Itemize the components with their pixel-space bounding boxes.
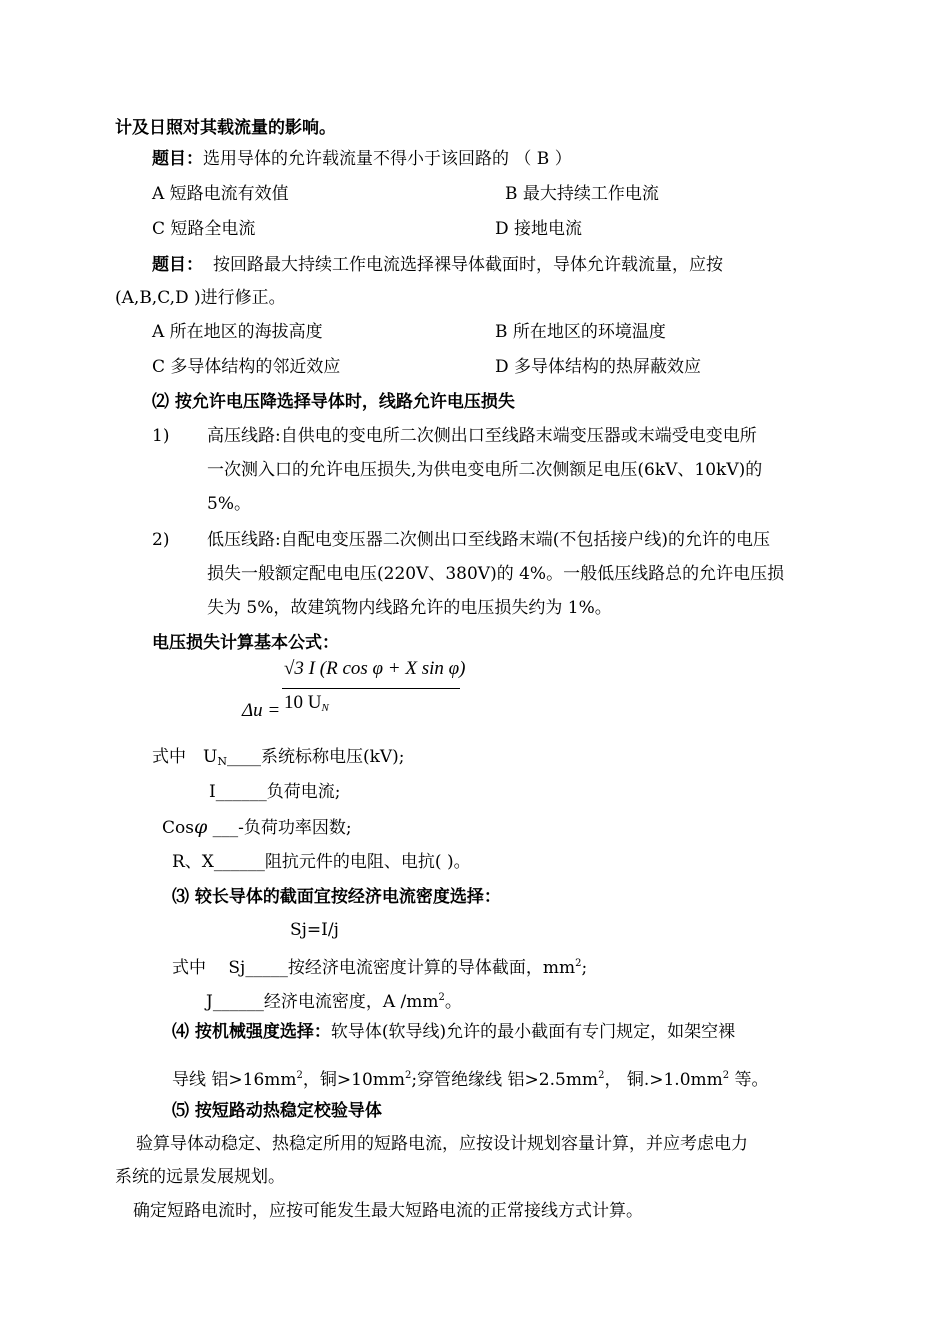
section-heading: ⑵ 按允许电压降选择导体时，线路允许电压损失	[152, 392, 515, 412]
question-1	[152, 148, 572, 170]
section-heading: ⑸ 按短路动热稳定校验导体	[172, 1101, 382, 1121]
mechanical-strength-values: 导线 铝$>16mm^2$，铜$>10mm^2$;穿管绝缘线 铝$>2.5mm^2$， 铜$.>1.0mm^2$ 等。	[172, 1070, 769, 1090]
where-j: J______经济电流密度，A $/mm^2$。	[206, 992, 462, 1012]
option-c: C 短路全电流	[152, 219, 256, 239]
where-rx: R、X______阻抗元件的电阻、电抗( )。	[172, 852, 471, 872]
where-un: 式中 $U_N\_\_\_\_$系统标称电压(kV);	[152, 747, 405, 768]
list-item-text: 低压线路:自配电变压器二次侧出口至线路末端(不包括接户线)的允许的电压	[207, 530, 770, 550]
question-2	[152, 254, 723, 276]
option-c: C 多导体结构的邻近效应	[152, 357, 341, 377]
intro-line: 计及日照对其载流量的影响。	[115, 118, 336, 138]
question-text: 选用导体的允许载流量不得小于该回路的 （ B ）	[203, 149, 572, 169]
question-label: 题目：	[152, 149, 203, 169]
question-label: 题目：	[152, 255, 203, 275]
where-i: I______负荷电流;	[209, 782, 341, 802]
option-a: A 所在地区的海拔高度	[152, 322, 323, 342]
paragraph-line: 系统的远景发展规划。	[115, 1167, 285, 1187]
list-item-text: 一次测入口的允许电压损失,为供电变电所二次侧额足电压(6kV、10kV)的	[207, 460, 763, 480]
section-heading: ⑶ 较长导体的截面宜按经济电流密度选择：	[172, 887, 501, 907]
paragraph-line: 验算导体动稳定、热稳定所用的短路电流，应按设计规划容量计算，并应考虑电力	[136, 1134, 748, 1154]
list-item-text: 5%。	[207, 494, 251, 514]
formula-lhs: Δu =	[242, 700, 281, 721]
where-cos: Cosφ ___-负荷功率因数;	[162, 816, 352, 838]
list-item-number: 2)	[152, 530, 170, 550]
formula-denominator: 10 $U_N$	[284, 692, 329, 714]
formula-numerator: √3 I (R cos φ + X sin φ)	[284, 658, 466, 679]
option-d: D 接地电流	[495, 219, 583, 239]
option-b: B 最大持续工作电流	[505, 184, 659, 204]
option-d: D 多导体结构的热屏蔽效应	[495, 357, 702, 377]
list-item-text: 损失一般额定配电电压(220V、380V)的 4%。一般低压线路总的允许电压损	[207, 564, 785, 584]
option-b: B 所在地区的环境温度	[495, 322, 666, 342]
question-2-cont: (A,B,C,D )进行修正。	[115, 288, 286, 308]
paragraph-line: 确定短路电流时，应按可能发生最大短路电流的正常接线方式计算。	[133, 1201, 643, 1221]
question-text: 按回路最大持续工作电流选择裸导体截面时，导体允许载流量，应按	[213, 255, 723, 275]
mechanical-strength: ⑷ 按机械强度选择：软导体(软导线)允许的最小截面有专门规定，如架空裸	[172, 1022, 736, 1042]
fraction-bar	[282, 688, 460, 689]
list-item-number: 1)	[152, 426, 170, 446]
economic-density-equation: Sj=I/j	[290, 920, 339, 940]
formula-title: 电压损失计算基本公式：	[152, 633, 339, 653]
list-item-text: 高压线路:自供电的变电所二次侧出口至线路末端变压器或末端受电变电所	[207, 426, 757, 446]
option-a: A 短路电流有效值	[152, 184, 289, 204]
list-item-text: 失为 5%，故建筑物内线路允许的电压损失约为 1%。	[207, 598, 612, 618]
where-sj: 式中 Sj_____按经济电流密度计算的导体截面，$mm^2$;	[172, 958, 588, 978]
voltage-drop-formula	[240, 656, 480, 726]
